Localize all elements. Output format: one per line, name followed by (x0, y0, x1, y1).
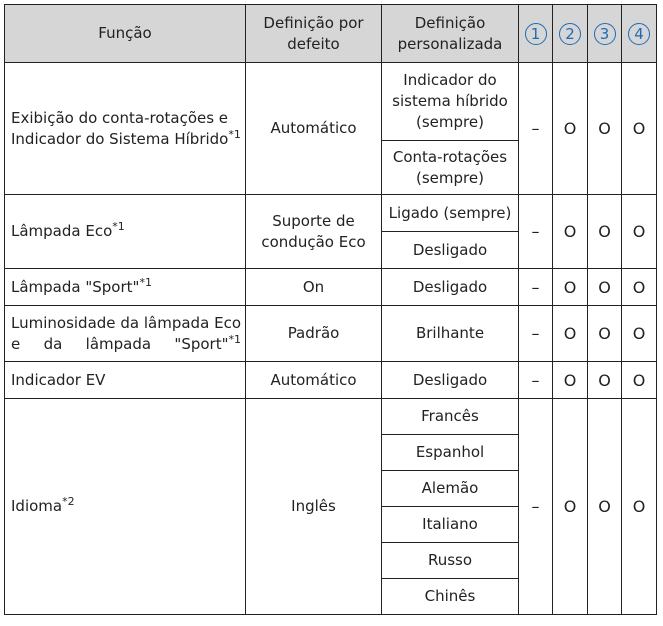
col2-cell: O (553, 195, 588, 269)
col2-cell: O (553, 63, 588, 195)
header-definicao-defeito: Definição por defeito (246, 5, 382, 63)
personalizada-cell: Desligado (382, 269, 519, 306)
table-row (5, 399, 657, 435)
circled-number-4: 4 (628, 23, 650, 45)
personalizada-cell: Desligado (382, 362, 519, 399)
header-col-1 (519, 5, 553, 63)
col2-cell: O (553, 306, 588, 362)
col3-cell: O (588, 362, 622, 399)
circled-number-2: 2 (559, 23, 581, 45)
col1-cell: – (519, 195, 553, 269)
funcao-cell: Indicador EV (5, 362, 246, 399)
personalizada-cell: Indicador do sistema híbrido (sempre) (382, 63, 519, 141)
defeito-cell: Automático (246, 362, 382, 399)
personalizada-cell: Ligado (sempre) (382, 195, 519, 232)
header-col-4 (622, 5, 657, 63)
defeito-cell: Inglês (246, 399, 382, 615)
col4-cell: O (622, 63, 657, 195)
header-funcao: Função (5, 5, 246, 63)
header-col-3 (588, 5, 622, 63)
defeito-cell: Automático (246, 63, 382, 195)
footnote-marker: *1 (228, 332, 241, 346)
settings-table (4, 4, 657, 615)
footnote-marker: *1 (112, 220, 125, 233)
personalizada-cell: Espanhol (382, 435, 519, 471)
funcao-cell: Idioma$^{*2}$ (5, 399, 246, 615)
header-row (5, 5, 657, 63)
header-col-2 (553, 5, 588, 63)
defeito-cell: Padrão (246, 306, 382, 362)
col4-cell: O (622, 399, 657, 615)
col3-cell: O (588, 306, 622, 362)
footnote-marker: *2 (62, 495, 75, 508)
circled-number-3: 3 (594, 23, 616, 45)
col3-cell: O (588, 399, 622, 615)
col1-cell: – (519, 269, 553, 306)
personalizada-cell: Alemão (382, 471, 519, 507)
table-row (5, 362, 657, 399)
funcao-cell: Lâmpada "Sport"$^{*1}$ (5, 269, 246, 306)
personalizada-cell: Francês (382, 399, 519, 435)
col2-cell: O (553, 399, 588, 615)
col2-cell: O (553, 269, 588, 306)
col3-cell: O (588, 269, 622, 306)
col1-cell: – (519, 362, 553, 399)
col4-cell: O (622, 195, 657, 269)
col2-cell: O (553, 362, 588, 399)
table-row (5, 63, 657, 141)
circled-number-1: 1 (525, 23, 547, 45)
col1-cell: – (519, 63, 553, 195)
table-row (5, 195, 657, 232)
footnote-marker: *1 (228, 127, 241, 141)
personalizada-cell: Brilhante (382, 306, 519, 362)
personalizada-cell: Chinês (382, 579, 519, 615)
funcao-cell: Luminosidade da lâmpada Eco e da lâmpada "Sport"$^{*1}$ (5, 306, 246, 362)
col3-cell: O (588, 63, 622, 195)
personalizada-cell: Italiano (382, 507, 519, 543)
col4-cell: O (622, 269, 657, 306)
col3-cell: O (588, 195, 622, 269)
footnote-marker: *1 (139, 275, 152, 289)
defeito-cell: On (246, 269, 382, 306)
table-row (5, 269, 657, 306)
personalizada-cell: Russo (382, 543, 519, 579)
col1-cell: – (519, 306, 553, 362)
col4-cell: O (622, 306, 657, 362)
personalizada-cell: Conta-rotações (sempre) (382, 141, 519, 195)
defeito-cell: Suporte de condução Eco (246, 195, 382, 269)
col1-cell: – (519, 399, 553, 615)
col4-cell: O (622, 362, 657, 399)
table-row (5, 306, 657, 362)
funcao-cell: Exibição do conta-rotações e Indicador do Sistema Híbrido$^{*1}$ (5, 63, 246, 195)
funcao-cell: Lâmpada Eco$^{*1}$ (5, 195, 246, 269)
personalizada-cell: Desligado (382, 232, 519, 269)
header-definicao-personalizada: Definição personalizada (382, 5, 519, 63)
